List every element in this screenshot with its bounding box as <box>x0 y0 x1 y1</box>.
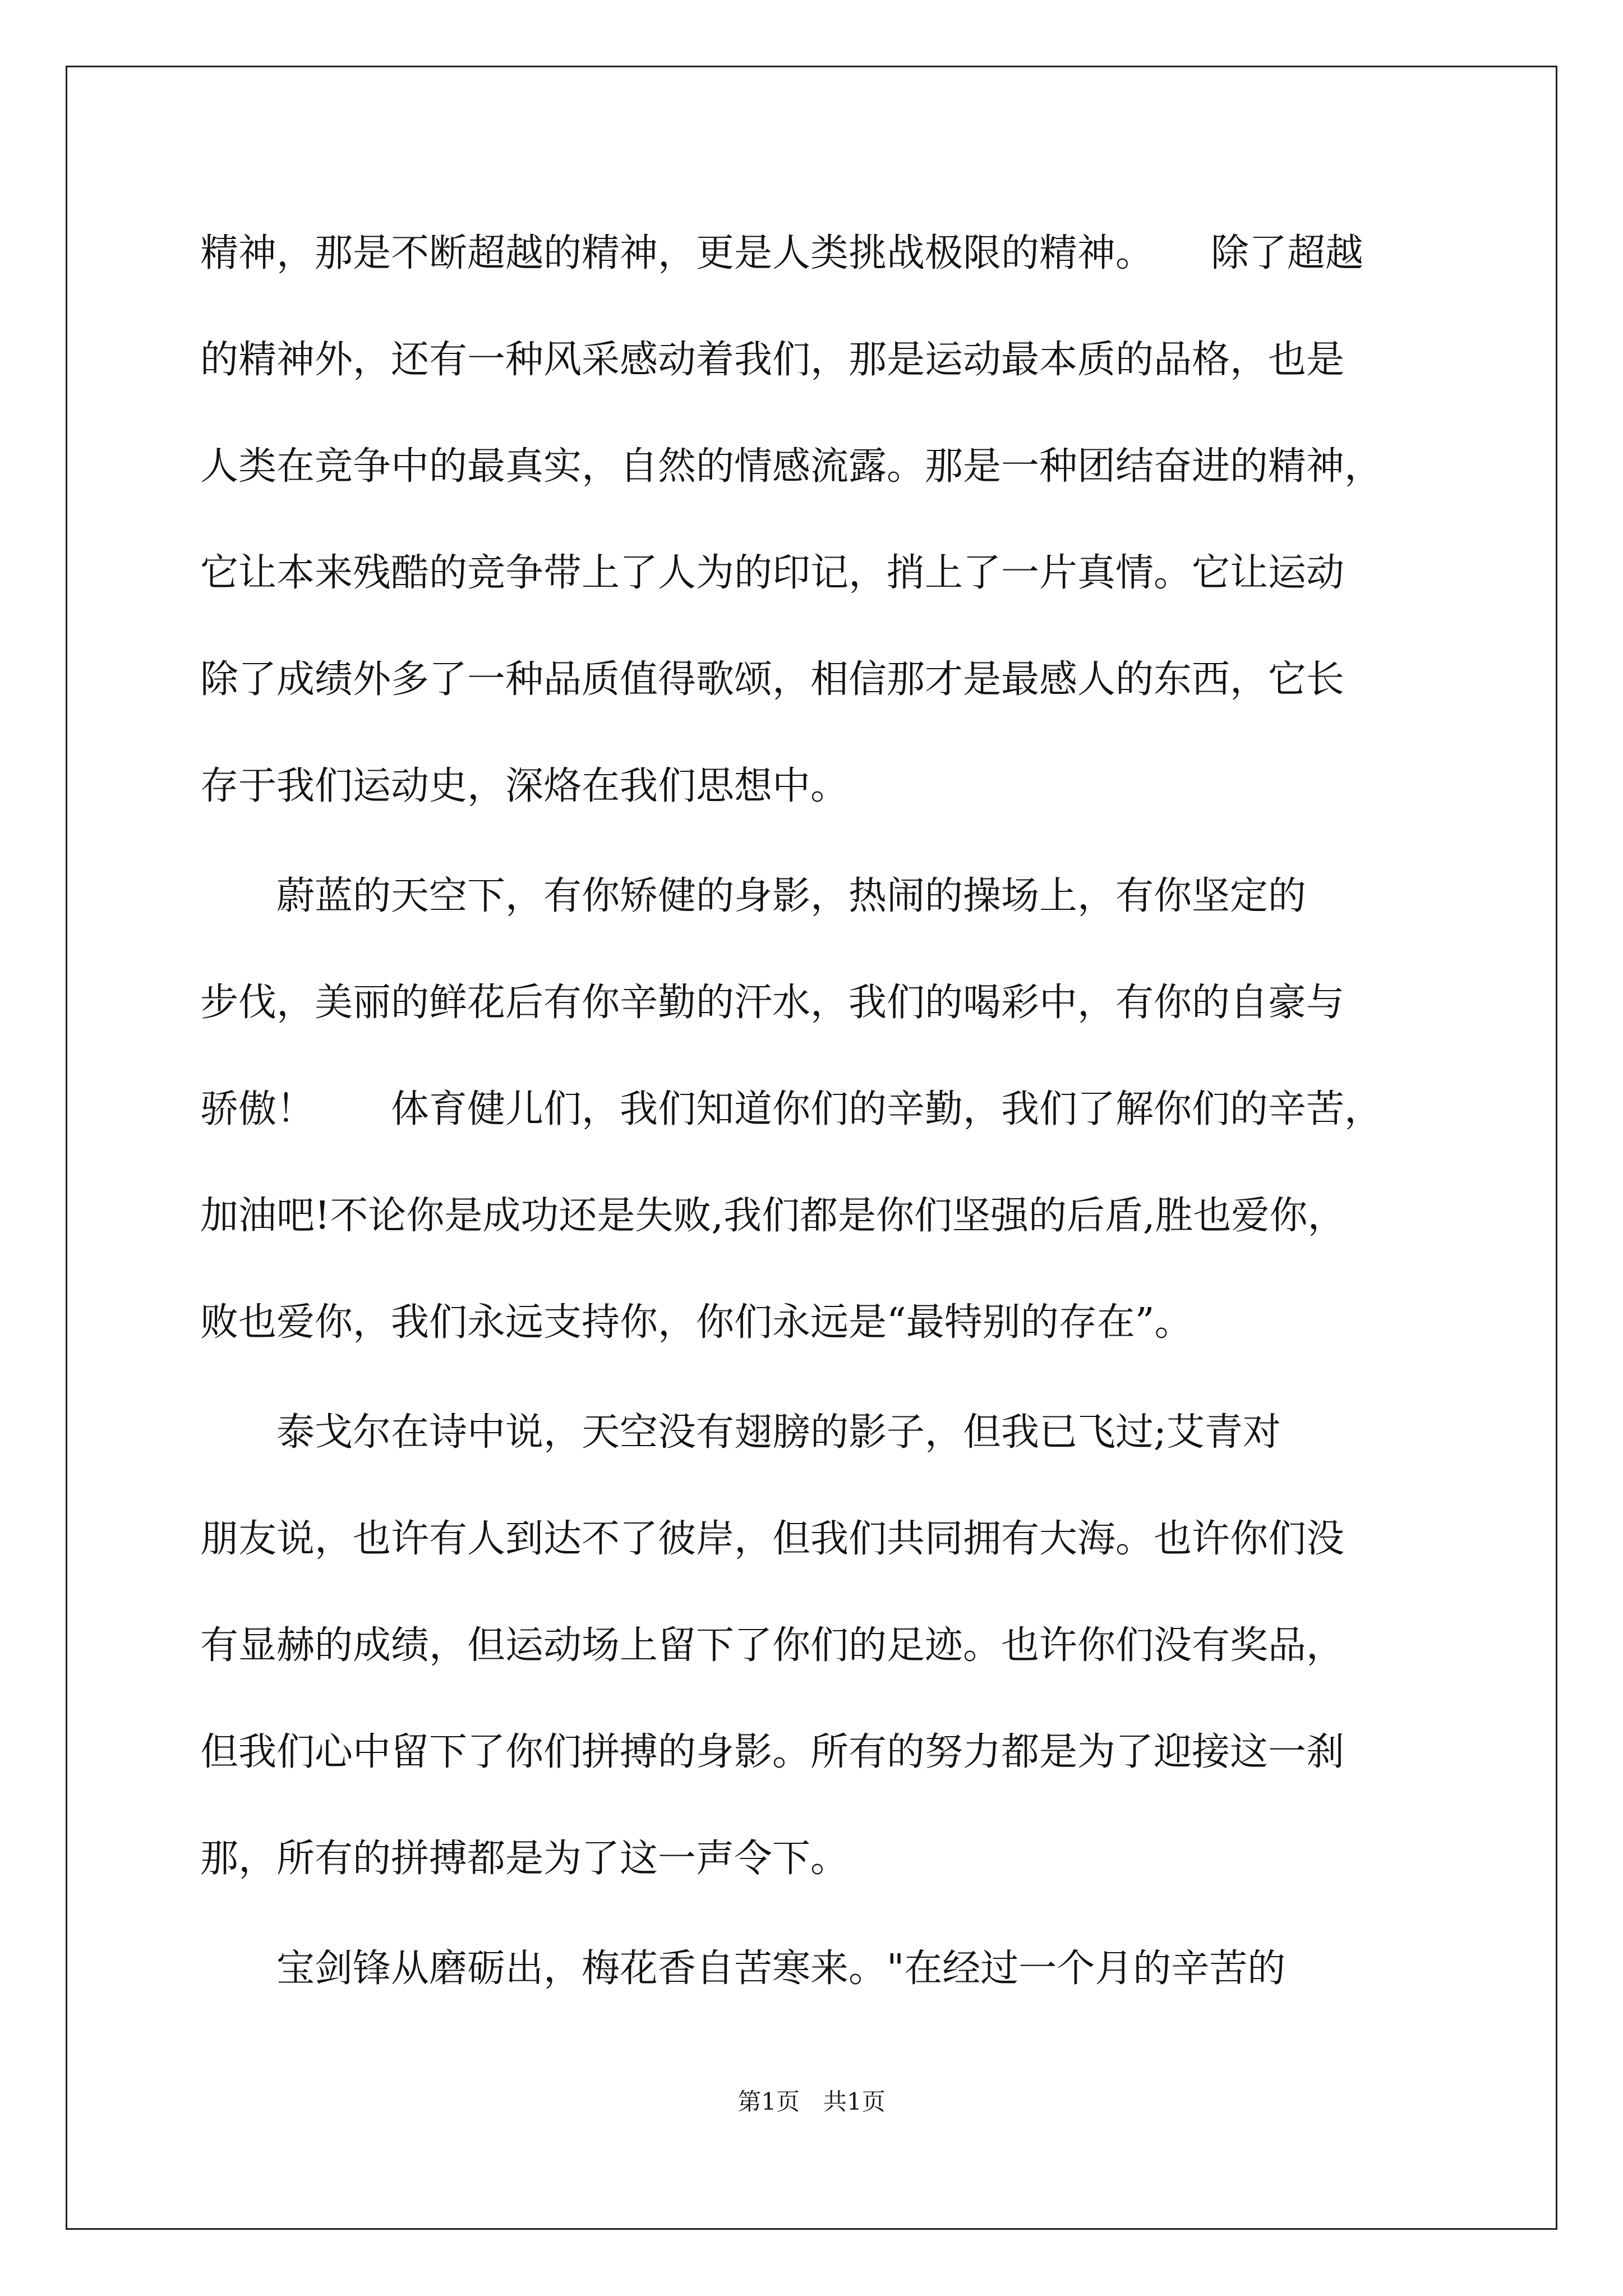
text-line: 有显赫的成绩，但运动场上留下了你们的足迹。也许你们没有奖品， <box>200 1623 1345 1668</box>
text-line: 泰戈尔在诗中说，天空没有翅膀的影子，但我已飞过;艾青对 <box>200 1410 1281 1455</box>
text-line: 败也爱你，我们永远支持你，你们永远是“最特别的存在”。 <box>200 1300 1193 1345</box>
text-line: 除了成绩外多了一种品质值得歌颂，相信那才是最感人的东西，它长 <box>200 657 1345 702</box>
text-line: 蔚蓝的天空下，有你矫健的身影，热闹的操场上，有你坚定的 <box>200 874 1307 918</box>
text-line: 但我们心中留下了你们拼搏的身影。所有的努力都是为了迎接这一刹 <box>200 1730 1345 1774</box>
text-line: 人类在竞争中的最真实，自然的情感流露。那是一种团结奋进的精神， <box>200 444 1383 489</box>
text-line: 宝剑锋从磨砺出，梅花香自苦寒来。"在经过一个月的辛苦的 <box>200 1947 1286 1991</box>
page-border <box>66 66 1557 2230</box>
text-line: 的精神外，还有一种风采感动着我们，那是运动最本质的品格，也是 <box>200 338 1345 382</box>
text-line: 步伐，美丽的鲜花后有你辛勤的汗水，我们的喝彩中，有你的自豪与 <box>200 981 1345 1025</box>
text-line: 精神，那是不断超越的精神，更是人类挑战极限的精神。 除了超越 <box>200 231 1364 275</box>
text-line: 骄傲！ 体育健儿们，我们知道你们的辛勤，我们了解你们的辛苦， <box>200 1087 1383 1131</box>
page-number-footer: 第1页 共1页 <box>737 2088 886 2115</box>
text-line: 朋友说，也许有人到达不了彼岸，但我们共同拥有大海。也许你们没 <box>200 1517 1345 1561</box>
text-line: 加油吧!不论你是成功还是失败,我们都是你们坚强的后盾,胜也爱你， <box>200 1194 1346 1238</box>
text-line: 那，所有的拼搏都是为了这一声令下。 <box>200 1837 849 1881</box>
text-line: 存于我们运动史，深烙在我们思想中。 <box>200 764 849 808</box>
text-line: 它让本来残酷的竞争带上了人为的印记，捎上了一片真情。它让运动 <box>200 551 1345 595</box>
